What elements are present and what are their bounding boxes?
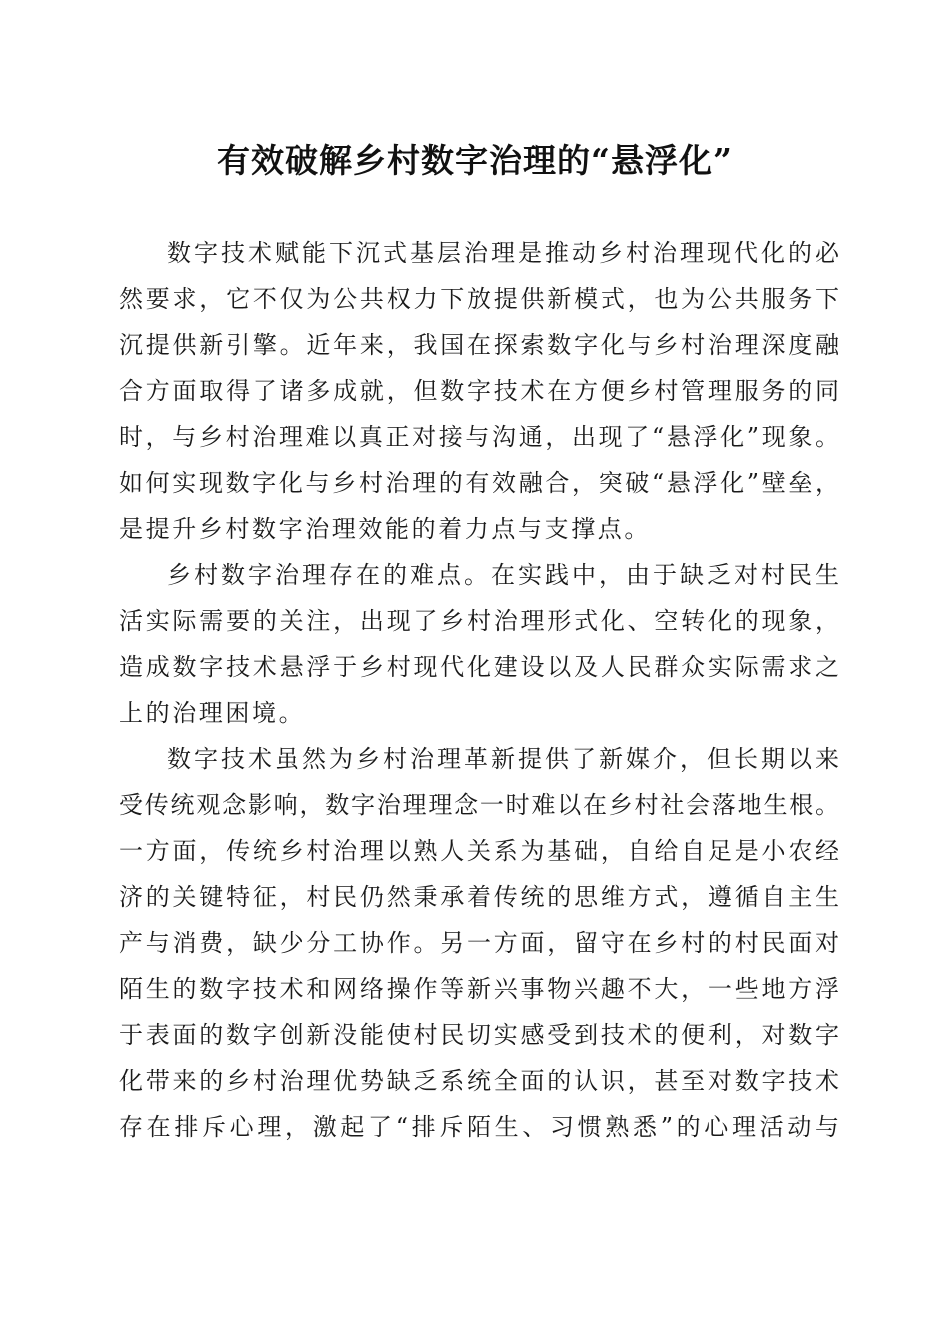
paragraph-3-line: 陌生的数字技术和网络操作等新兴事物兴趣不大，一些地方浮 bbox=[119, 975, 839, 1003]
paragraph-1-line: 然要求，它不仅为公共权力下放提供新模式，也为公共服务下 bbox=[119, 285, 839, 313]
paragraph-2-line: 乡村数字治理存在的难点。在实践中，由于缺乏对村民生 bbox=[167, 561, 839, 589]
paragraph-3-line: 受传统观念影响，数字治理理念一时难以在乡村社会落地生根。 bbox=[119, 791, 839, 819]
paragraph-1-line: 数字技术赋能下沉式基层治理是推动乡村治理现代化的必 bbox=[167, 239, 839, 267]
paragraph-3-line: 数字技术虽然为乡村治理革新提供了新媒介，但长期以来 bbox=[167, 745, 839, 773]
paragraph-3-line: 产与消费，缺少分工协作。另一方面，留守在乡村的村民面对 bbox=[119, 929, 839, 957]
paragraph-1-line: 是提升乡村数字治理效能的着力点与支撑点。 bbox=[119, 515, 651, 543]
paragraph-3-line: 化带来的乡村治理优势缺乏系统全面的认识，甚至对数字技术 bbox=[119, 1067, 839, 1095]
paragraph-1-line: 如何实现数字化与乡村治理的有效融合，突破“悬浮化”壁垒， bbox=[119, 469, 839, 497]
paragraph-1-line: 合方面取得了诸多成就，但数字技术在方便乡村管理服务的同 bbox=[119, 377, 839, 405]
paragraph-2-line: 上的治理困境。 bbox=[119, 699, 306, 727]
paragraph-3-line: 于表面的数字创新没能使村民切实感受到技术的便利，对数字 bbox=[119, 1021, 839, 1049]
paragraph-3-line: 一方面，传统乡村治理以熟人关系为基础，自给自足是小农经 bbox=[119, 837, 839, 865]
paragraph-3-line: 济的关键特征，村民仍然秉承着传统的思维方式，遵循自主生 bbox=[119, 883, 839, 911]
page-title: 有效破解乡村数字治理的“悬浮化” bbox=[217, 141, 733, 180]
paragraph-3-line: 存在排斥心理，激起了“排斥陌生、习惯熟悉”的心理活动与 bbox=[119, 1113, 839, 1141]
paragraph-1-line: 时，与乡村治理难以真正对接与沟通，出现了“悬浮化”现象。 bbox=[119, 423, 839, 451]
paragraph-2-line: 造成数字技术悬浮于乡村现代化建设以及人民群众实际需求之 bbox=[119, 653, 839, 681]
paragraph-2-line: 活实际需要的关注，出现了乡村治理形式化、空转化的现象， bbox=[119, 607, 839, 635]
paragraph-1-line: 沉提供新引擎。近年来，我国在探索数字化与乡村治理深度融 bbox=[119, 331, 839, 359]
